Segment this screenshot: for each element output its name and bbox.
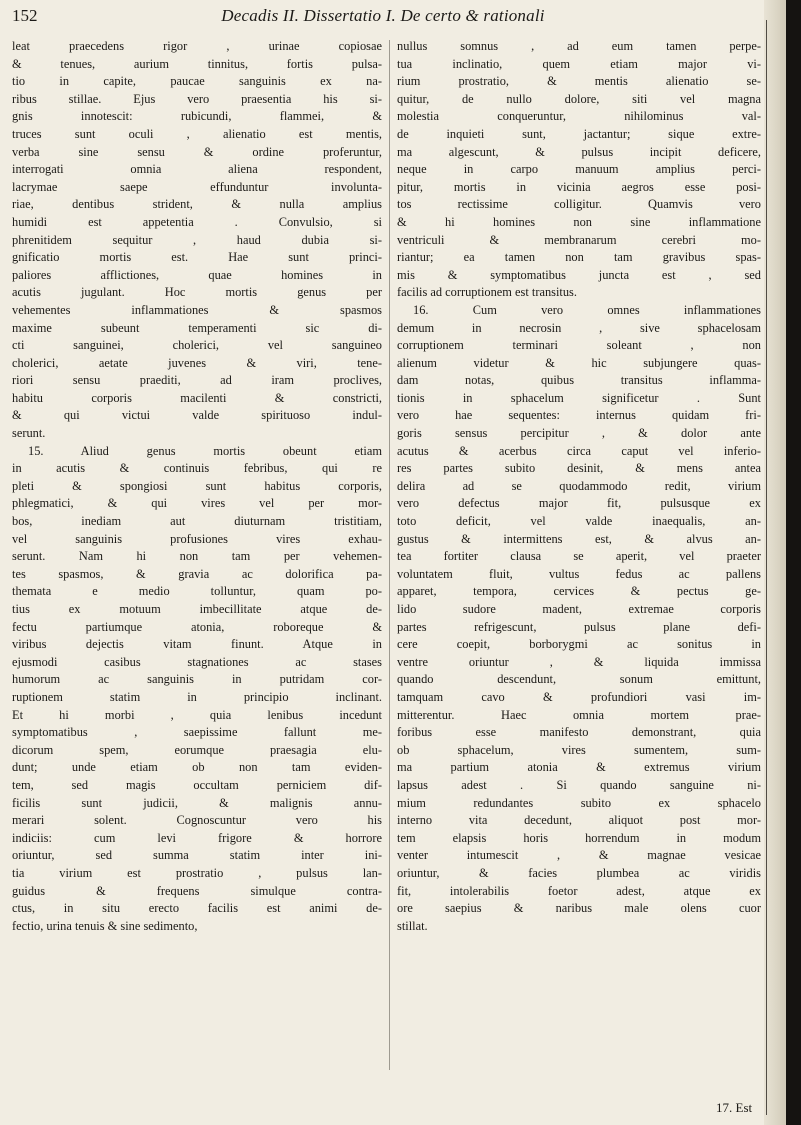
text-line: tos rectissime colligitur. Quamvis vero xyxy=(397,197,761,212)
page-number: 152 xyxy=(12,6,38,25)
text-line: & qui victui valde spirituoso indul- xyxy=(12,408,382,423)
text-line: vero hae sequentes: internus quidam fri- xyxy=(397,408,761,423)
text-line: tamquam cavo & profundiori vasi im- xyxy=(397,689,761,704)
text-line: ma partium atonia & extremus virium xyxy=(397,760,761,775)
text-line: venter intumescit , & magnae vesicae xyxy=(397,848,761,863)
text-line: Et hi morbi , quia lenibus incedunt xyxy=(12,707,382,722)
text-line: verba sine sensu & ordine proferuntur, xyxy=(12,144,382,159)
text-line: de inquieti sunt, jactantur; sique extre- xyxy=(397,126,761,141)
text-line: res partes subito desinit, & mens antea xyxy=(397,461,761,476)
text-line: leat praecedens rigor , urinae copiosae xyxy=(12,39,382,53)
text-line: guidus & frequens simulque contra- xyxy=(12,883,382,898)
text-line: ventriculi & membranarum cerebri mo- xyxy=(397,232,761,247)
text-line: acutis jugulant. Hoc mortis genus per xyxy=(12,285,382,300)
text-line: merari solent. Cognoscuntur vero his xyxy=(12,813,382,828)
right-text-column xyxy=(397,38,761,935)
text-line: oriuntur, & facies plumbea ac viridis xyxy=(397,865,761,880)
running-header xyxy=(12,4,754,36)
text-line: gustus & intermittens est, & alvus an- xyxy=(397,531,761,546)
text-line: themata e medio tolluntur, quam po- xyxy=(12,584,382,599)
text-line: delira ad se quodammodo redit, virium xyxy=(397,478,761,493)
text-line: facilis ad corruptionem est transitus. xyxy=(397,285,577,300)
text-line: foribus esse manifesto demonstrant, quia xyxy=(397,725,761,740)
catchword: 17. Est xyxy=(716,1100,753,1115)
text-line: riae, dentibus strident, & nulla amplius xyxy=(12,197,382,212)
text-line: cere coepit, borborygmi ac sonitus in xyxy=(397,637,761,652)
text-line: ficilis sunt judicii, & malignis annu- xyxy=(12,795,382,810)
column-divider xyxy=(389,40,390,1070)
page-gutter-line xyxy=(766,20,767,1115)
text-line: pitur, mortis in vicinia aegros esse posi- xyxy=(397,179,761,194)
text-line: fit, intolerabilis foetor adest, atque ex xyxy=(397,883,761,898)
text-line: vero defectus major fit, pulsusque ex xyxy=(397,496,761,511)
text-line: symptomatibus , saepissime fallunt me- xyxy=(12,725,382,740)
text-line: viribus dejectis vitam finunt. Atque in xyxy=(12,637,382,652)
text-line: tes spasmos, & gravia ac dolorifica pa- xyxy=(12,566,382,581)
text-line: alienum videtur & hic subjungere quas- xyxy=(397,355,761,370)
text-line: nullus somnus , ad eum tamen perpe- xyxy=(397,39,761,53)
text-line: corruptionem terminari soleant , non xyxy=(397,338,761,353)
text-line: partes refrigescunt, pulsus plane defi- xyxy=(397,619,761,634)
text-line: humidi est appetentia . Convulsio, si xyxy=(12,214,382,229)
running-title: Decadis II. Dissertatio I. De certo & rationali xyxy=(221,6,545,25)
text-line: maxime subeunt temperamenti sic di- xyxy=(12,320,382,335)
text-line: ctus, in situ erecto facilis est animi de- xyxy=(12,901,382,916)
text-line: interno vita decedunt, aliquot post mor- xyxy=(397,813,761,828)
text-line: phlegmatici, & qui vires vel per mor- xyxy=(12,496,382,511)
text-line: fectio, urina tenuis & sine sedimento, xyxy=(12,918,198,933)
text-line: truces sunt oculi , alienatio est mentis, xyxy=(12,126,382,141)
text-line: ventre oriuntur , & liquida immissa xyxy=(397,654,761,669)
text-line: lido sudore madent, extremae corporis xyxy=(397,602,761,616)
text-line: serunt. Nam hi non tam per vehemen- xyxy=(12,549,382,564)
text-line: ob sphacelum, vires sumentem, sum- xyxy=(397,742,761,757)
text-line: stillat. xyxy=(397,918,428,933)
text-line: dunt; unde etiam ob non tam eviden- xyxy=(12,760,382,775)
text-line: tia virium est prostratio , pulsus lan- xyxy=(12,865,382,880)
text-line: tionis in sphacelum significetur . Sunt xyxy=(397,390,761,405)
text-line: fectu partiumque atonia, roboreque & xyxy=(12,619,382,634)
text-line: pleti & spongiosi sunt habitus corporis, xyxy=(12,478,382,493)
text-line: paliores afflictiones, quae homines in xyxy=(12,267,382,282)
text-line: ribus stillae. Ejus vero praesentia his si- xyxy=(12,91,382,106)
text-line: bos, inediam aut diuturnam tristitiam, xyxy=(12,514,382,529)
text-line: vel sanguinis profusiones vires exhau- xyxy=(12,531,382,546)
text-line: toto deficit, vel valde inaequalis, an- xyxy=(397,514,761,529)
text-line: vehementes inflammationes & spasmos xyxy=(12,302,382,317)
text-line: humorum ac sanguinis in putridam cor- xyxy=(12,672,382,687)
text-line: quando descendunt, sonum emittunt, xyxy=(397,672,761,687)
text-line: voluntatem fluit, vultus fedus ac pallens xyxy=(397,566,761,581)
text-line: ejusmodi casibus stagnationes ac stases xyxy=(12,654,382,669)
text-line: rium prostratio, & mentis alienatio se- xyxy=(397,74,761,89)
text-line: habitu corporis macilenti & constricti, xyxy=(12,390,382,405)
text-line: tio in capite, paucae sanguinis ex na- xyxy=(12,74,382,89)
text-line: gnis innotescit: rubicundi, flammei, & xyxy=(12,109,382,124)
text-line: cti sanguinei, cholerici, vel sanguineo xyxy=(12,338,382,353)
text-line: apparet, tempora, cervices & pectus ge- xyxy=(397,584,761,599)
text-line: quitur, de nullo dolore, siti vel magna xyxy=(397,91,761,106)
text-line: phrenitidem sequitur , haud dubia si- xyxy=(12,232,382,247)
text-line: serunt. xyxy=(12,426,46,441)
text-line: tem, sed magis occultam perniciem dif- xyxy=(12,777,382,792)
text-line: gnificatio mortis est. Hae sunt princi- xyxy=(12,250,382,265)
text-line: tua inclinatio, quem etiam major vi- xyxy=(397,56,761,71)
text-line: ma algescunt, & pulsus incipit deficere, xyxy=(397,144,761,159)
text-line: riori sensu praediti, ad iram proclives, xyxy=(12,373,382,388)
text-line: acutus & acerbus circa caput vel inferio- xyxy=(397,443,761,458)
text-line: interrogati omnia aliena respondent, xyxy=(12,162,382,177)
text-line: mitterentur. Haec omnia mortem prae- xyxy=(397,707,761,722)
text-line: indiciis: cum levi frigore & horrore xyxy=(12,830,382,845)
text-line: tius ex motuum imbecillitate atque de- xyxy=(12,602,382,616)
text-line: ore saepius & naribus male olens cuor xyxy=(397,901,761,916)
text-line: 16. Cum vero omnes inflammationes xyxy=(413,302,761,317)
text-line: in acutis & continuis febribus, qui re xyxy=(12,461,382,476)
text-line: mium redundantes subito ex sphacelo xyxy=(397,795,761,810)
text-line: molestia conqueruntur, nihilominus val- xyxy=(397,109,761,124)
text-line: & tenues, aurium tinnitus, fortis pulsa- xyxy=(12,56,382,71)
text-line: 15. Aliud genus mortis obeunt etiam xyxy=(28,443,382,458)
text-line: tem elapsis horis horrendum in modum xyxy=(397,830,761,845)
text-line: mis & symptomatibus juncta est , sed xyxy=(397,267,761,282)
text-line: lacrymae saepe effunduntur involunta- xyxy=(12,179,382,194)
left-text-column xyxy=(12,38,382,935)
text-line: neque in carpo manuum amplius perci- xyxy=(397,162,761,177)
text-line: lapsus adest . Si quando sanguine ni- xyxy=(397,777,761,792)
text-line: cholerici, aetate juvenes & viri, tene- xyxy=(12,355,382,370)
text-line: tea fortiter clausa se aperit, vel praeter xyxy=(397,549,761,564)
text-line: ruptionem statim in principio inclinant. xyxy=(12,689,382,704)
text-line: dam notas, quibus transitus inflamma- xyxy=(397,373,761,388)
text-line: riantur; ea tamen non tam gravibus spas- xyxy=(397,250,761,265)
text-line: dicorum spem, eorumque praesagia elu- xyxy=(12,742,382,757)
text-line: oriuntur, sed summa statim inter ini- xyxy=(12,848,382,863)
text-line: demum in necrosin , sive sphacelosam xyxy=(397,320,761,335)
binding-shadow xyxy=(786,0,801,1125)
text-line: goris sensus percipitur , & dolor ante xyxy=(397,426,761,441)
text-line: & hi homines non sine inflammatione xyxy=(397,214,761,229)
